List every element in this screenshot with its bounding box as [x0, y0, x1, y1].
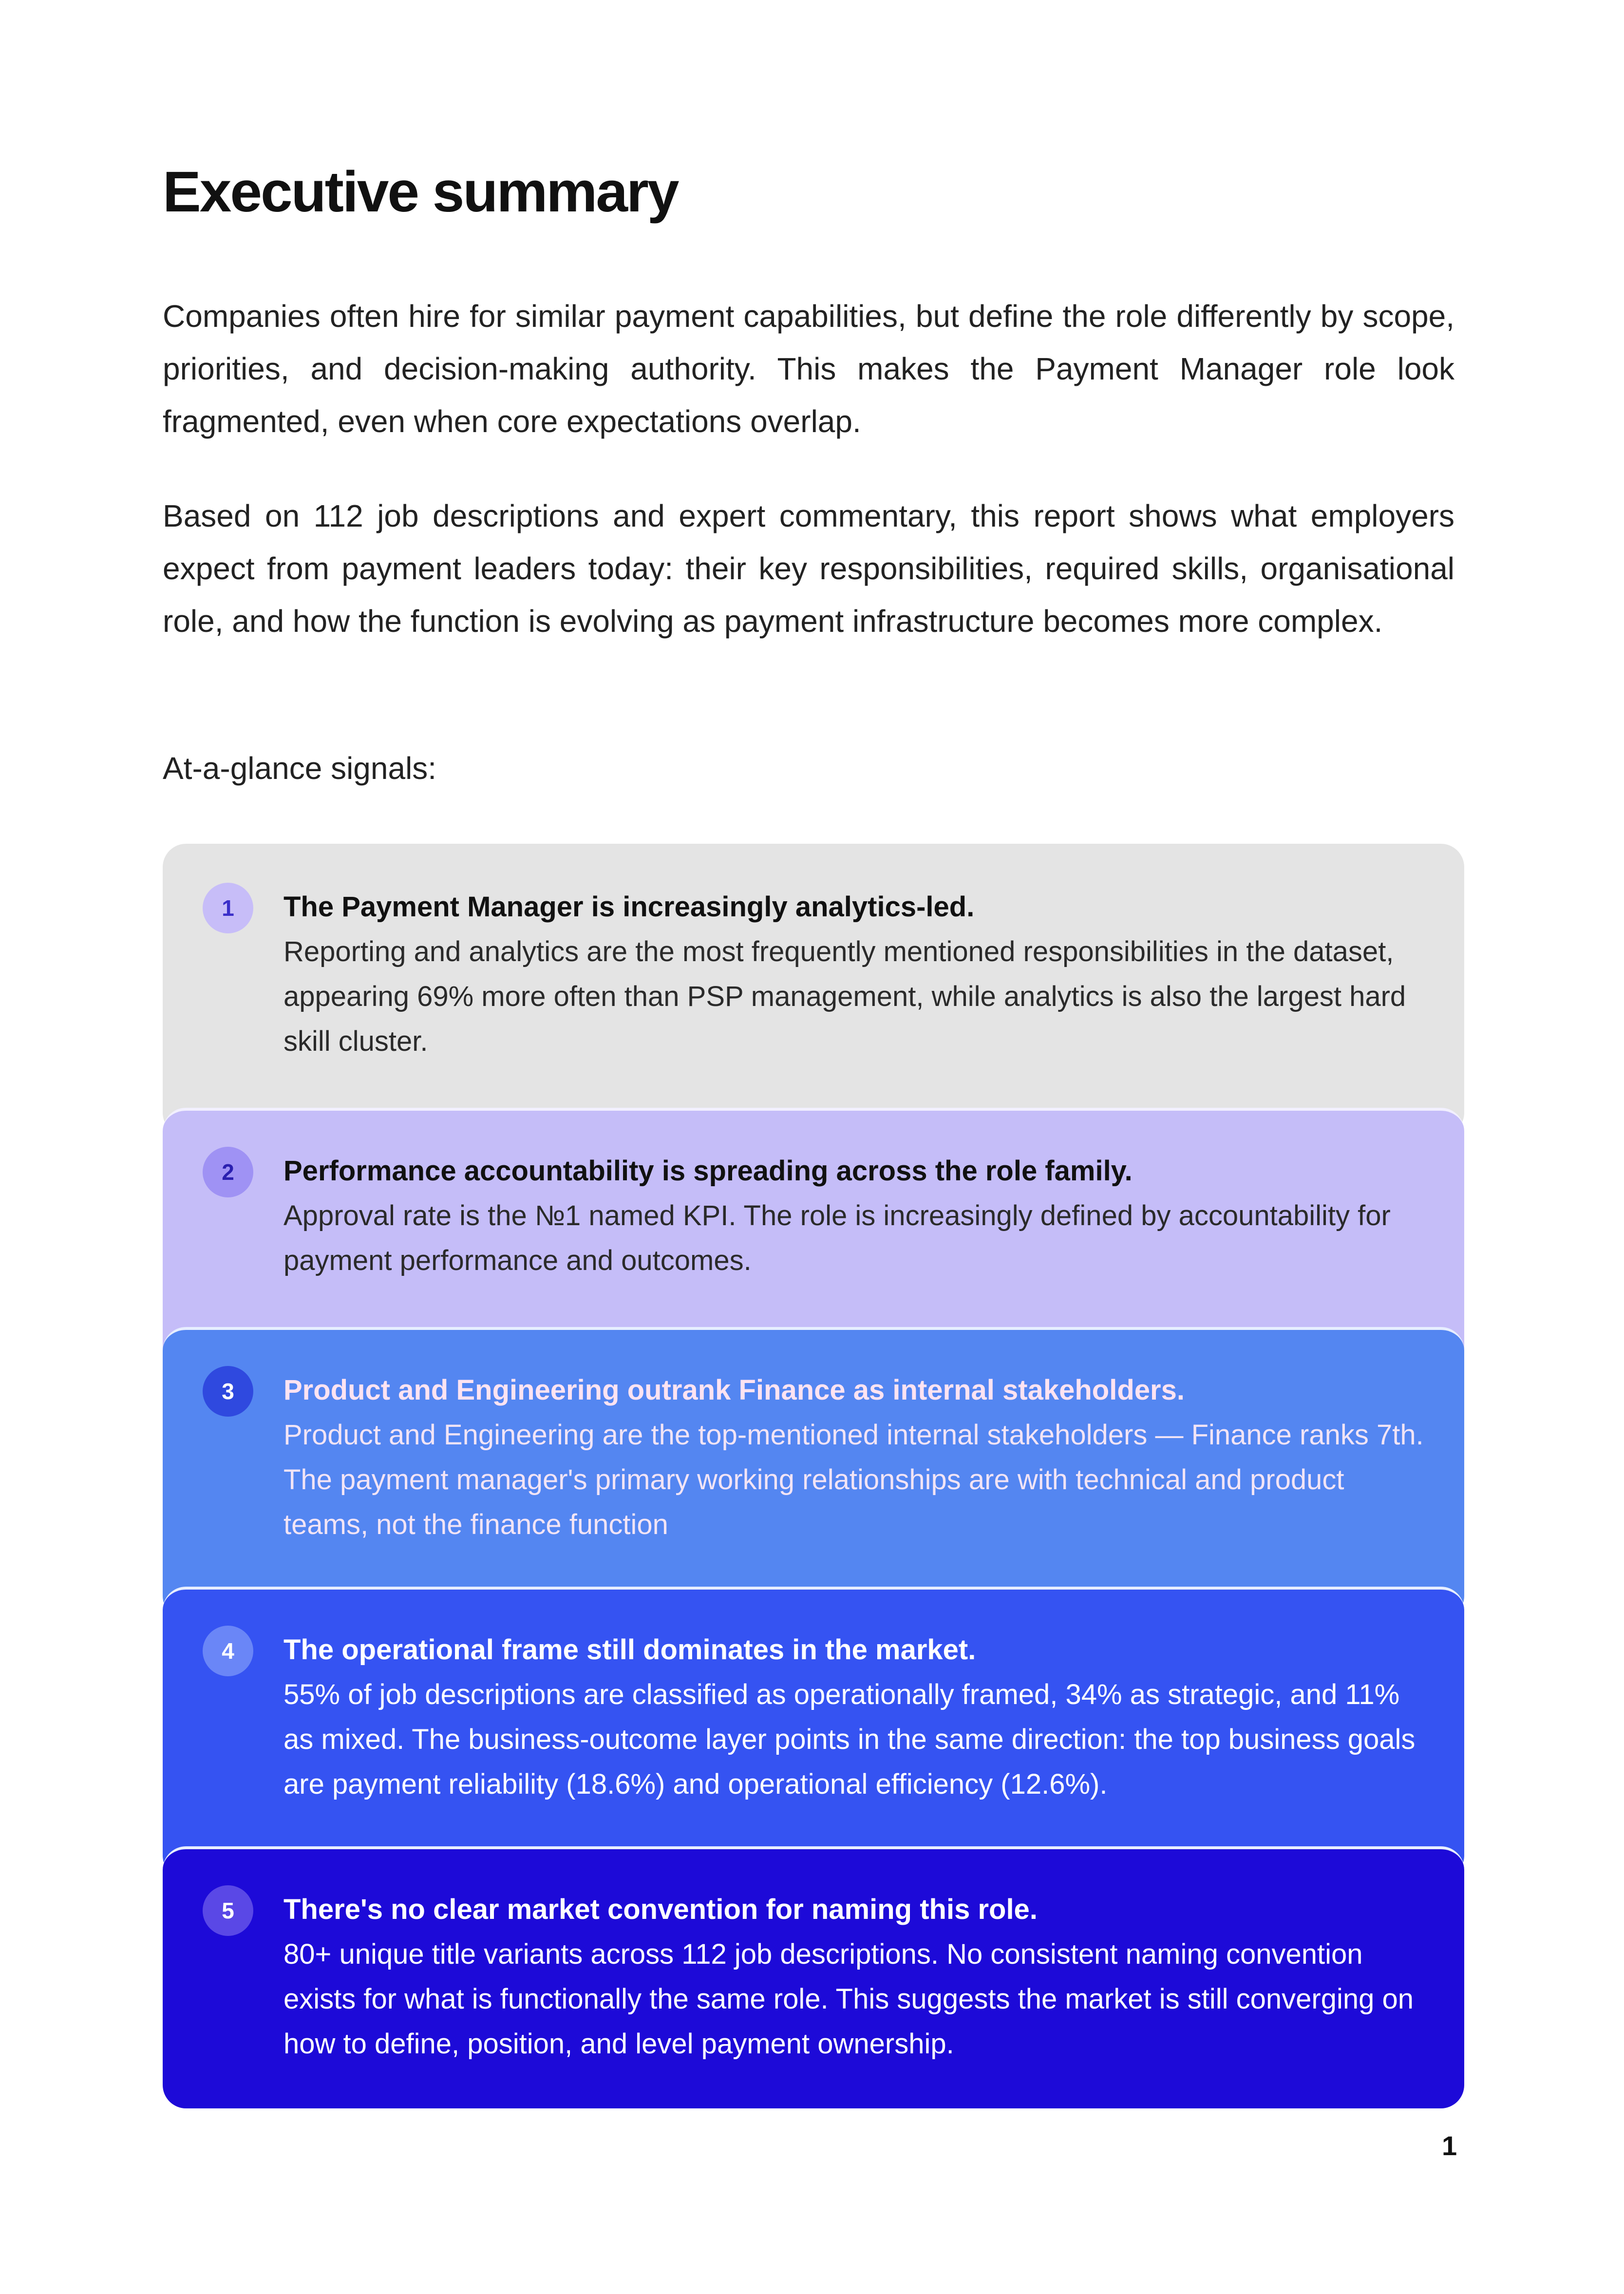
signal-text: 80+ unique title variants across 112 job descriptions. No consistent naming convention exists for what is functionally the same role. This suggests the market is still converging on how to define, position, and level payment ownership.	[283, 1938, 1414, 2060]
signal-card-5	[163, 1846, 1464, 2108]
signal-title: The operational frame still dominates in the market.	[283, 1634, 976, 1666]
page-number: 1	[1442, 2130, 1457, 2161]
signal-card-3	[163, 1327, 1464, 1619]
signal-content	[283, 1149, 1425, 1283]
signal-title: Performance accountability is spreading across the role family.	[283, 1155, 1133, 1187]
signal-title: The Payment Manager is increasingly analytics-led.	[283, 891, 975, 923]
signal-number-badge: 2	[203, 1147, 253, 1197]
methodology-paragraph: Based on 112 job descriptions and expert commentary, this report shows what employers expect from payment leaders today: their key responsibilities, required skills, organisational role, and how the function is evolving as payment infrastructure becomes more complex.	[163, 498, 1454, 639]
signal-content	[283, 1368, 1425, 1547]
signal-card-1	[163, 844, 1464, 1136]
signal-content	[283, 1887, 1425, 2066]
signal-number-badge: 4	[203, 1626, 253, 1676]
signal-title: Product and Engineering outrank Finance as internal stakeholders.	[283, 1374, 1185, 1406]
signal-title: There's no clear market convention for naming this role.	[283, 1894, 1038, 1925]
signal-content	[283, 885, 1425, 1064]
signals-list	[163, 844, 1464, 2108]
signals-heading: At-a-glance signals:	[163, 751, 437, 786]
signal-text: Approval rate is the №1 named KPI. The role is increasingly defined by accountability for payment performance and outcomes.	[283, 1200, 1391, 1276]
signal-number-badge: 5	[203, 1885, 253, 1936]
signal-text: 55% of job descriptions are classified as operationally framed, 34% as strategic, and 11% as mixed. The business-outcome layer points in the same direction: the top business goals are payment reliability (18.6%) and operational efficiency (12.6%).	[283, 1679, 1416, 1800]
signal-number-badge: 3	[203, 1366, 253, 1417]
signal-text: Reporting and analytics are the most frequently mentioned responsibilities in the dataset, appearing 69% more often than PSP management, while analytics is also the largest hard skill cluster.	[283, 936, 1406, 1057]
intro-paragraph: Companies often hire for similar payment capabilities, but define the role differently by scope, priorities, and decision-making authority. This makes the Payment Manager role look fragmented, even when core expectations overlap.	[163, 299, 1454, 439]
signal-number-badge: 1	[203, 883, 253, 933]
signal-text: Product and Engineering are the top-mentioned internal stakeholders — Finance ranks 7th. The payment manager's primary working relationships are with technical and product teams, not the finance function	[283, 1419, 1424, 1540]
signal-content	[283, 1628, 1425, 1807]
signal-card-4	[163, 1587, 1464, 1879]
page-title: Executive summary	[163, 160, 678, 224]
